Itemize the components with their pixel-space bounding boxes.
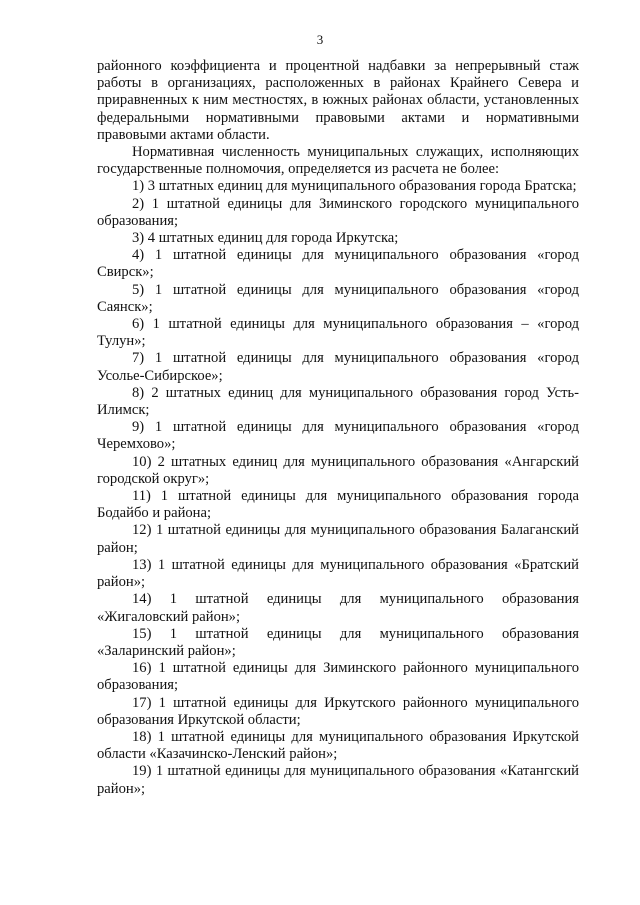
page-number: 3	[316, 32, 324, 47]
list-item-14: 14) 1 штатной единицы для муниципального образования «Жигаловский район»;	[97, 591, 579, 625]
list-item-3: 3) 4 штатных единиц для города Иркутска;	[132, 230, 399, 247]
list-item-6: 6) 1 штатной единицы для муниципального образования – «город Тулун»;	[97, 316, 579, 350]
list-item-9: 9) 1 штатной единицы для муниципального образования «город Черемхово»;	[97, 419, 579, 453]
list-item-1: 1) 3 штатных единиц для муниципального образования города Братска;	[132, 178, 577, 195]
document-body	[97, 58, 579, 798]
list-item-16: 16) 1 штатной единицы для Зиминского районного муниципального образования;	[97, 660, 579, 694]
list-item-15: 15) 1 штатной единицы для муниципального образования «Заларинский район»;	[97, 625, 579, 659]
paragraph-intro: Нормативная численность муниципальных служащих, исполняющих государственные полномочия, определяется из расчета не более:	[97, 144, 579, 178]
list-item-2: 2) 1 штатной единицы для Зиминского городского муниципального образования;	[97, 195, 579, 229]
list-item-7: 7) 1 штатной единицы для муниципального образования «город Усолье-Сибирское»;	[97, 350, 579, 384]
list-item-17: 17) 1 штатной единицы для Иркутского районного муниципального образования Иркутской области;	[97, 694, 579, 728]
list-item-5: 5) 1 штатной единицы для муниципального образования «город Саянск»;	[97, 281, 579, 315]
list-item-19: 19) 1 штатной единицы для муниципального образования «Катангский район»;	[97, 763, 579, 797]
list-item-11: 11) 1 штатной единицы для муниципального образования города Бодайбо и района;	[97, 488, 579, 522]
paragraph-continuation: районного коэффициента и процентной надбавки за непрерывный стаж работы в организациях, расположенных в районах Крайнего Севера и приравненных к ним местностях, в южных районах области, установленных федеральными нормативными правовыми актами и нормативными правовыми актами области.	[97, 58, 579, 143]
list-item-13: 13) 1 штатной единицы для муниципального образования «Братский район»;	[97, 556, 579, 591]
list-item-18: 18) 1 штатной единицы для муниципального образования Иркутской области «Казачинско-Ленский район»;	[97, 728, 579, 763]
list-item-10: 10) 2 штатных единиц для муниципального образования «Ангарский городской округ»;	[97, 453, 579, 487]
list-item-12: 12) 1 штатной единицы для муниципального образования Балаганский район;	[97, 522, 579, 556]
list-item-4: 4) 1 штатной единицы для муниципального образования «город Свирск»;	[97, 247, 579, 281]
list-item-8: 8) 2 штатных единиц для муниципального образования город Усть-Илимск;	[97, 384, 579, 419]
